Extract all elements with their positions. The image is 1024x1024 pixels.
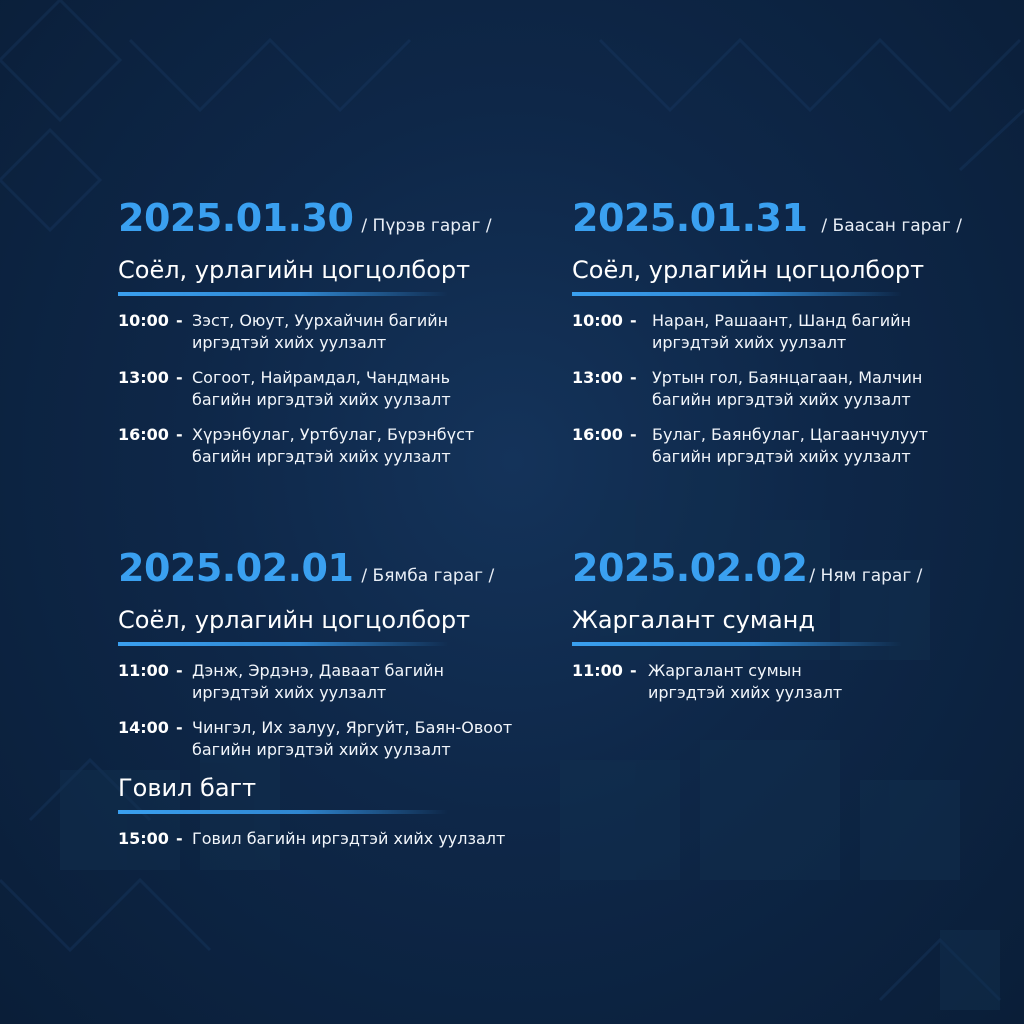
event-dash: -	[176, 718, 183, 737]
venue-title: Говил багт	[118, 774, 257, 802]
date-header	[572, 546, 1012, 590]
event-item	[118, 367, 558, 411]
date-header	[572, 196, 1012, 240]
event-list	[118, 828, 558, 850]
event-time: 11:00	[572, 661, 623, 680]
venue-underline	[118, 292, 448, 296]
event-description: Жаргалант сумын иргэдтэй хийх уулзалт	[648, 661, 843, 702]
event-list	[118, 660, 558, 761]
event-description: Булаг, Баянбулаг, Цагаанчулуут багийн иргэдтэй хийх уулзалт	[652, 425, 928, 466]
event-list	[572, 310, 1012, 468]
weekday-label: / Бямба гараг /	[361, 566, 495, 586]
day-block-2025-02-02	[572, 546, 1012, 717]
date-label: 2025.02.02	[572, 546, 808, 590]
event-time: 16:00	[118, 425, 169, 444]
event-time: 14:00	[118, 718, 169, 737]
event-description: Дэнж, Эрдэнэ, Даваат багийн иргэдтэй хийх уулзалт	[192, 661, 444, 702]
event-time: 15:00	[118, 829, 169, 848]
date-header	[118, 546, 558, 590]
venue-underline	[118, 810, 448, 814]
day-block-2025-01-30	[118, 196, 558, 481]
venue-underline	[572, 642, 902, 646]
weekday-label: / Баасан гараг /	[821, 216, 962, 236]
event-item	[572, 660, 1012, 704]
event-time: 10:00	[118, 311, 169, 330]
event-list	[118, 310, 558, 468]
event-dash: -	[176, 368, 183, 387]
event-item	[118, 310, 558, 354]
date-label: 2025.01.30	[118, 196, 354, 240]
day-block-2025-02-01	[118, 546, 558, 863]
venue-title: Соёл, урлагийн цогцолборт	[118, 606, 471, 634]
event-item	[118, 660, 558, 704]
event-dash: -	[630, 368, 637, 387]
date-label: 2025.02.01	[118, 546, 354, 590]
event-time: 13:00	[572, 368, 623, 387]
event-description: Чингэл, Их залуу, Яргуйт, Баян-Овоот багийн иргэдтэй хийх уулзалт	[192, 718, 513, 759]
event-time: 10:00	[572, 311, 623, 330]
event-description: Зэст, Оюут, Уурхайчин багийн иргэдтэй хийх уулзалт	[192, 311, 449, 352]
event-item	[572, 310, 1012, 354]
event-description: Наран, Рашаант, Шанд багийн иргэдтэй хийх уулзалт	[652, 311, 911, 352]
event-dash: -	[176, 425, 183, 444]
event-time: 13:00	[118, 368, 169, 387]
event-item	[572, 424, 1012, 468]
event-item	[118, 717, 558, 761]
event-description: Хүрэнбулаг, Уртбулаг, Бүрэнбүст багийн иргэдтэй хийх уулзалт	[192, 425, 475, 466]
event-time: 11:00	[118, 661, 169, 680]
venue-underline	[572, 292, 902, 296]
event-item	[572, 367, 1012, 411]
event-list	[572, 660, 1012, 704]
event-item	[118, 828, 558, 850]
event-description: Согоот, Найрамдал, Чандмань багийн иргэдтэй хийх уулзалт	[192, 368, 451, 409]
event-description: Говил багийн иргэдтэй хийх уулзалт	[192, 829, 506, 848]
date-label: 2025.01.31	[572, 196, 808, 240]
event-dash: -	[176, 661, 183, 680]
event-item	[118, 424, 558, 468]
venue-title: Жаргалант суманд	[572, 606, 815, 634]
event-dash: -	[176, 311, 183, 330]
venue-title: Соёл, урлагийн цогцолборт	[572, 256, 925, 284]
event-dash: -	[176, 829, 183, 848]
day-block-2025-01-31	[572, 196, 1012, 481]
event-dash: -	[630, 311, 637, 330]
weekday-label: / Пүрэв гараг /	[361, 216, 492, 236]
venue-title: Соёл, урлагийн цогцолборт	[118, 256, 471, 284]
event-time: 16:00	[572, 425, 623, 444]
event-description: Уртын гол, Баянцагаан, Малчин багийн иргэдтэй хийх уулзалт	[652, 368, 923, 409]
weekday-label: / Ням гараг /	[809, 566, 923, 586]
venue-underline	[118, 642, 448, 646]
date-header	[118, 196, 558, 240]
event-dash: -	[630, 425, 637, 444]
event-dash: -	[630, 661, 637, 680]
